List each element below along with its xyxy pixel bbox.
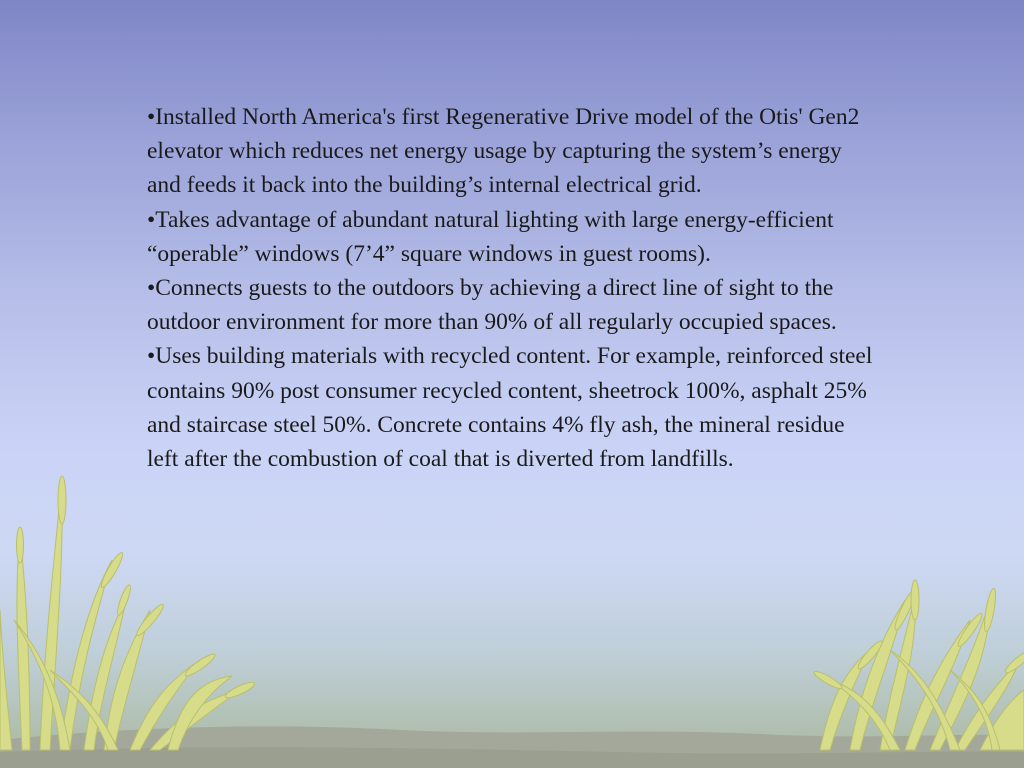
right-grass: [812, 580, 1024, 750]
bullet-list: [147, 100, 877, 476]
bullet-item-regenerative-drive: •Installed North America's first Regenerative Drive model of the Otis' Gen2 elevator which reduces net energy usage by capturing the system’s energy and feeds it back into the building’s internal electrical grid.: [147, 104, 860, 199]
bullet-item-natural-lighting: •Takes advantage of abundant natural lighting with large energy-efficient “operable” windows (7’4” square windows in guest rooms).: [147, 206, 834, 267]
bullet-item-outdoor-connection: •Connects guests to the outdoors by achieving a direct line of sight to the outdoor environment for more than 90% of all regularly occupied spaces.: [147, 275, 837, 336]
left-grass: [0, 476, 256, 750]
bullet-item-recycled-materials: •Uses building materials with recycled content. For example, reinforced steel contains 90% post consumer recycled content, sheetrock 100%, asphalt 25% and staircase steel 50%. Concrete contains 4% fly ash, the mineral residue left after the combustion of coal that is diverted from landfills.: [147, 343, 873, 473]
